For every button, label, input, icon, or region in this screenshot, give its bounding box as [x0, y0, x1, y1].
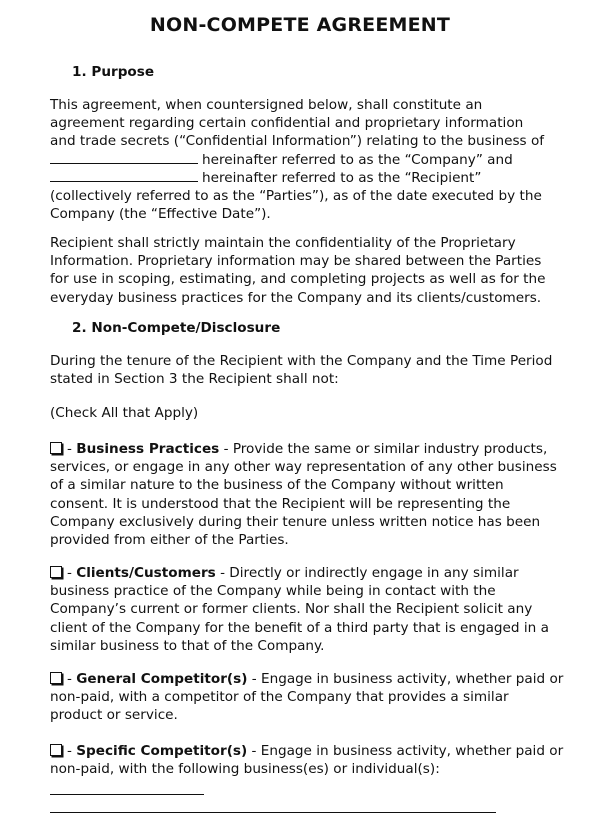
- text-line: - Provide the same or similar industry products,: [219, 441, 548, 457]
- text-line: consent. It is understood that the Recipient will be representing the: [50, 495, 511, 512]
- company-name-blank[interactable]: [50, 151, 198, 164]
- text-line: Recipient shall strictly maintain the confidentiality of the Proprietary: [50, 235, 516, 251]
- text-line: - Engage in business activity, whether paid or: [247, 743, 564, 759]
- checkbox-icon[interactable]: [50, 744, 62, 756]
- option-clients-customers: [50, 564, 562, 655]
- option-label: Clients/Customers: [76, 565, 216, 581]
- dash: -: [67, 441, 72, 457]
- checkbox-icon[interactable]: [50, 672, 62, 684]
- text-line: everyday business practices for the Company and its clients/customers.: [50, 289, 542, 306]
- text-line: client of the Company for the benefit of a third party that is engaged in a: [50, 619, 549, 636]
- option-specific-competitors: [50, 742, 562, 778]
- option-label: Business Practices: [76, 441, 220, 457]
- dash: -: [67, 743, 72, 759]
- text-line: similar business to that of the Company.: [50, 637, 325, 654]
- text-line: hereinafter referred to as the “Company” and: [202, 151, 513, 168]
- text-line: This agreement, when countersigned below, shall constitute an: [50, 97, 483, 113]
- text-line: Information. Proprietary information may be shared between the Parties: [50, 253, 542, 270]
- competitor-name-blank[interactable]: [50, 794, 204, 795]
- text-line: stated in Section 3 the Recipient shall not:: [50, 371, 339, 388]
- option-label: General Competitor(s): [76, 671, 248, 687]
- text-line: and trade secrets (“Confidential Information”) relating to the business of: [50, 133, 545, 150]
- text-line: non-paid, with a competitor of the Company that provides a similar: [50, 689, 509, 706]
- text-line: business practice of the Company while being in contact with the: [50, 583, 496, 600]
- text-line: of a similar nature to the business of the Company without written: [50, 477, 504, 494]
- text-line: provided from either of the Parties.: [50, 532, 289, 549]
- dash: -: [67, 671, 72, 687]
- option-label: Specific Competitor(s): [76, 743, 248, 759]
- text-line: - Engage in business activity, whether paid or: [247, 671, 564, 687]
- purpose-paragraph-1: [50, 96, 560, 223]
- text-line: Company’s current or former clients. Nor shall the Recipient solicit any: [50, 601, 533, 618]
- text-line: non-paid, with the following business(es) or individual(s):: [50, 761, 440, 778]
- competitor-details-blank[interactable]: [50, 812, 496, 813]
- non-compete-intro: [50, 352, 560, 388]
- purpose-paragraph-2: [50, 234, 560, 307]
- text-line: Company (the “Effective Date”).: [50, 206, 271, 223]
- dash: -: [67, 565, 72, 581]
- check-all-note: (Check All that Apply): [50, 405, 199, 421]
- text-line: services, or engage in any other way representation of any other business: [50, 459, 557, 476]
- text-line: - Directly or indirectly engage in any similar: [215, 565, 519, 581]
- text-line: hereinafter referred to as the “Recipient”: [202, 169, 482, 186]
- text-line: Company exclusively during their tenure unless written notice has been: [50, 513, 541, 530]
- checkbox-icon[interactable]: [50, 442, 62, 454]
- option-general-competitors: [50, 670, 562, 725]
- document-title: NON-COMPETE AGREEMENT: [149, 14, 451, 36]
- text-line: During the tenure of the Recipient with the Company and the Time Period: [50, 353, 553, 369]
- text-line: product or service.: [50, 707, 178, 724]
- section-heading-non-compete: 2. Non-Compete/Disclosure: [72, 320, 281, 336]
- section-heading-purpose: 1. Purpose: [72, 64, 155, 80]
- text-line: agreement regarding certain confidential and proprietary information: [50, 115, 524, 132]
- recipient-name-blank[interactable]: [50, 169, 198, 182]
- text-line: for use in scoping, estimating, and completing projects as well as for the: [50, 271, 546, 288]
- option-business-practices: [50, 440, 562, 549]
- checkbox-icon[interactable]: [50, 566, 62, 578]
- text-line: (collectively referred to as the “Parties”), as of the date executed by the: [50, 188, 542, 205]
